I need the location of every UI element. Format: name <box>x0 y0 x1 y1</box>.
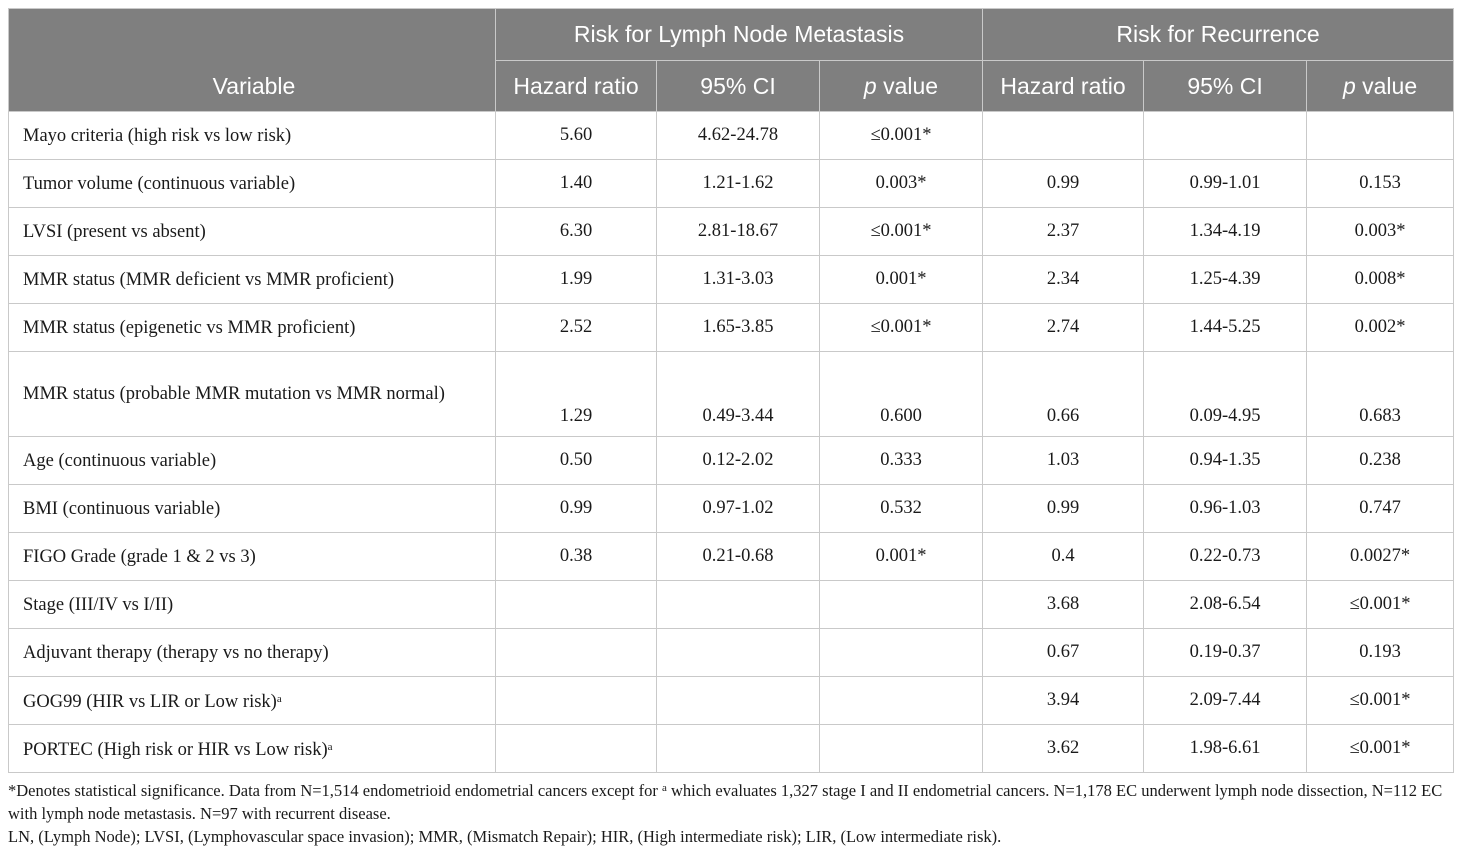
lnm-hazard-ratio-cell: 1.99 <box>496 256 657 304</box>
rec-ci-cell: 0.96-1.03 <box>1144 485 1307 533</box>
rec-ci-cell: 1.25-4.39 <box>1144 256 1307 304</box>
lnm-p-value-cell: ≤0.001* <box>820 304 983 352</box>
rec-hazard-ratio-cell <box>983 112 1144 160</box>
rec-p-value-cell: ≤0.001* <box>1307 725 1454 773</box>
lnm-p-value-cell: 0.001* <box>820 256 983 304</box>
footnote-significance: *Denotes statistical significance. Data from N=1,514 endometrioid endometrial cancers except for $^a$ which evaluates 1,327 stage I and II endometrial cancers. N=1,178 EC underwent lymph node dissection, N=112 EC with lymph node metastasis. N=97 with recurrent disease. <box>8 781 1443 823</box>
lnm-ci-cell: 0.49-3.44 <box>657 352 820 437</box>
rec-hazard-ratio-cell: 0.4 <box>983 533 1144 581</box>
lnm-p-value-cell: 0.001* <box>820 533 983 581</box>
rec-p-value-header: p value <box>1307 61 1454 112</box>
table-header <box>9 9 1454 112</box>
footnote-abbreviations: LN, (Lymph Node); LVSI, (Lymphovascular space invasion); MMR, (Mismatch Repair); HIR, (High intermediate risk); LIR, (Low intermediate risk). <box>8 827 1002 846</box>
rec-ci-cell: 2.09-7.44 <box>1144 677 1307 725</box>
lnm-hazard-ratio-cell <box>496 677 657 725</box>
variable-cell: Stage (III/IV vs I/II) <box>9 581 496 629</box>
lnm-ci-cell <box>657 581 820 629</box>
lnm-ci-cell: 0.21-0.68 <box>657 533 820 581</box>
rec-hazard-ratio-cell: 1.03 <box>983 437 1144 485</box>
table-row <box>9 112 1454 160</box>
lnm-ci-cell <box>657 629 820 677</box>
variable-cell: LVSI (present vs absent) <box>9 208 496 256</box>
lymph-node-group-header: Risk for Lymph Node Metastasis <box>496 9 983 61</box>
footnote-marker: a <box>661 782 667 794</box>
rec-p-value-cell: 0.747 <box>1307 485 1454 533</box>
lnm-ci-cell: 0.12-2.02 <box>657 437 820 485</box>
variable-cell: GOG99 (HIR vs LIR or Low risk)$^a$ <box>9 677 496 725</box>
rec-hazard-ratio-cell: 0.67 <box>983 629 1144 677</box>
table-row <box>9 533 1454 581</box>
rec-p-value-cell <box>1307 112 1454 160</box>
table-container <box>8 8 1453 848</box>
variable-cell: MMR status (MMR deficient vs MMR proficient) <box>9 256 496 304</box>
lnm-hazard-ratio-cell: 1.29 <box>496 352 657 437</box>
rec-hazard-ratio-cell: 3.62 <box>983 725 1144 773</box>
results-table <box>8 8 1454 773</box>
lnm-ci-cell: 1.21-1.62 <box>657 160 820 208</box>
lnm-p-value-cell: 0.600 <box>820 352 983 437</box>
lnm-p-value-cell: ≤0.001* <box>820 112 983 160</box>
lnm-ci-cell: 1.65-3.85 <box>657 304 820 352</box>
lnm-p-value-cell: 0.333 <box>820 437 983 485</box>
table-row <box>9 629 1454 677</box>
footnote-marker: a <box>327 741 333 753</box>
lnm-ci-cell: 2.81-18.67 <box>657 208 820 256</box>
lnm-hazard-ratio-cell: 0.50 <box>496 437 657 485</box>
rec-hazard-ratio-cell: 2.37 <box>983 208 1144 256</box>
rec-p-value-cell: 0.002* <box>1307 304 1454 352</box>
rec-hazard-ratio-header: Hazard ratio <box>983 61 1144 112</box>
lnm-ci-cell: 4.62-24.78 <box>657 112 820 160</box>
table-row <box>9 581 1454 629</box>
rec-p-value-cell: ≤0.001* <box>1307 677 1454 725</box>
table-row <box>9 256 1454 304</box>
rec-hazard-ratio-cell: 0.99 <box>983 485 1144 533</box>
rec-p-value-cell: 0.008* <box>1307 256 1454 304</box>
rec-hazard-ratio-cell: 0.99 <box>983 160 1144 208</box>
rec-p-value-cell: 0.0027* <box>1307 533 1454 581</box>
variable-cell: MMR status (epigenetic vs MMR proficient) <box>9 304 496 352</box>
lnm-p-value-cell <box>820 629 983 677</box>
lnm-hazard-ratio-cell: 6.30 <box>496 208 657 256</box>
rec-ci-header: 95% CI <box>1144 61 1307 112</box>
rec-p-value-cell: 0.153 <box>1307 160 1454 208</box>
rec-p-value-cell: 0.003* <box>1307 208 1454 256</box>
lnm-ci-header: 95% CI <box>657 61 820 112</box>
table-row <box>9 304 1454 352</box>
rec-ci-cell <box>1144 112 1307 160</box>
lnm-hazard-ratio-cell: 0.99 <box>496 485 657 533</box>
lnm-p-value-cell <box>820 581 983 629</box>
rec-hazard-ratio-cell: 2.74 <box>983 304 1144 352</box>
table-row <box>9 352 1454 437</box>
recurrence-group-header: Risk for Recurrence <box>983 9 1454 61</box>
lnm-hazard-ratio-cell <box>496 725 657 773</box>
rec-p-value-cell: ≤0.001* <box>1307 581 1454 629</box>
lnm-hazard-ratio-cell <box>496 629 657 677</box>
table-row <box>9 485 1454 533</box>
lnm-hazard-ratio-cell: 5.60 <box>496 112 657 160</box>
rec-ci-cell: 2.08-6.54 <box>1144 581 1307 629</box>
variable-cell: MMR status (probable MMR mutation vs MMR normal) <box>9 352 496 437</box>
rec-ci-cell: 0.99-1.01 <box>1144 160 1307 208</box>
lnm-ci-cell: 1.31-3.03 <box>657 256 820 304</box>
variable-cell: Age (continuous variable) <box>9 437 496 485</box>
lnm-p-value-cell: ≤0.001* <box>820 208 983 256</box>
variable-cell: PORTEC (High risk or HIR vs Low risk)$^a$ <box>9 725 496 773</box>
rec-hazard-ratio-cell: 2.34 <box>983 256 1144 304</box>
variable-cell: FIGO Grade (grade 1 & 2 vs 3) <box>9 533 496 581</box>
table-footnote <box>8 777 1453 848</box>
lnm-hazard-ratio-cell <box>496 581 657 629</box>
table-row <box>9 160 1454 208</box>
lnm-p-value-cell: 0.003* <box>820 160 983 208</box>
variable-cell: BMI (continuous variable) <box>9 485 496 533</box>
rec-ci-cell: 1.34-4.19 <box>1144 208 1307 256</box>
rec-ci-cell: 0.94-1.35 <box>1144 437 1307 485</box>
lnm-p-value-cell <box>820 725 983 773</box>
variable-header: Variable <box>9 9 496 112</box>
table-row <box>9 437 1454 485</box>
variable-cell: Tumor volume (continuous variable) <box>9 160 496 208</box>
rec-ci-cell: 1.44-5.25 <box>1144 304 1307 352</box>
lnm-p-value-header: p value <box>820 61 983 112</box>
rec-ci-cell: 0.09-4.95 <box>1144 352 1307 437</box>
rec-hazard-ratio-cell: 3.94 <box>983 677 1144 725</box>
lnm-hazard-ratio-cell: 2.52 <box>496 304 657 352</box>
lnm-hazard-ratio-cell: 0.38 <box>496 533 657 581</box>
variable-cell: Adjuvant therapy (therapy vs no therapy) <box>9 629 496 677</box>
rec-ci-cell: 0.22-0.73 <box>1144 533 1307 581</box>
rec-p-value-cell: 0.683 <box>1307 352 1454 437</box>
lnm-ci-cell <box>657 677 820 725</box>
rec-p-value-cell: 0.238 <box>1307 437 1454 485</box>
lnm-hazard-ratio-header: Hazard ratio <box>496 61 657 112</box>
variable-cell: Mayo criteria (high risk vs low risk) <box>9 112 496 160</box>
table-row <box>9 208 1454 256</box>
table-row <box>9 677 1454 725</box>
table-row <box>9 725 1454 773</box>
lnm-ci-cell <box>657 725 820 773</box>
lnm-ci-cell: 0.97-1.02 <box>657 485 820 533</box>
footnote-marker: a <box>276 693 282 705</box>
lnm-p-value-cell <box>820 677 983 725</box>
rec-hazard-ratio-cell: 3.68 <box>983 581 1144 629</box>
table-body <box>9 112 1454 773</box>
rec-ci-cell: 1.98-6.61 <box>1144 725 1307 773</box>
lnm-hazard-ratio-cell: 1.40 <box>496 160 657 208</box>
rec-ci-cell: 0.19-0.37 <box>1144 629 1307 677</box>
rec-hazard-ratio-cell: 0.66 <box>983 352 1144 437</box>
lnm-p-value-cell: 0.532 <box>820 485 983 533</box>
rec-p-value-cell: 0.193 <box>1307 629 1454 677</box>
